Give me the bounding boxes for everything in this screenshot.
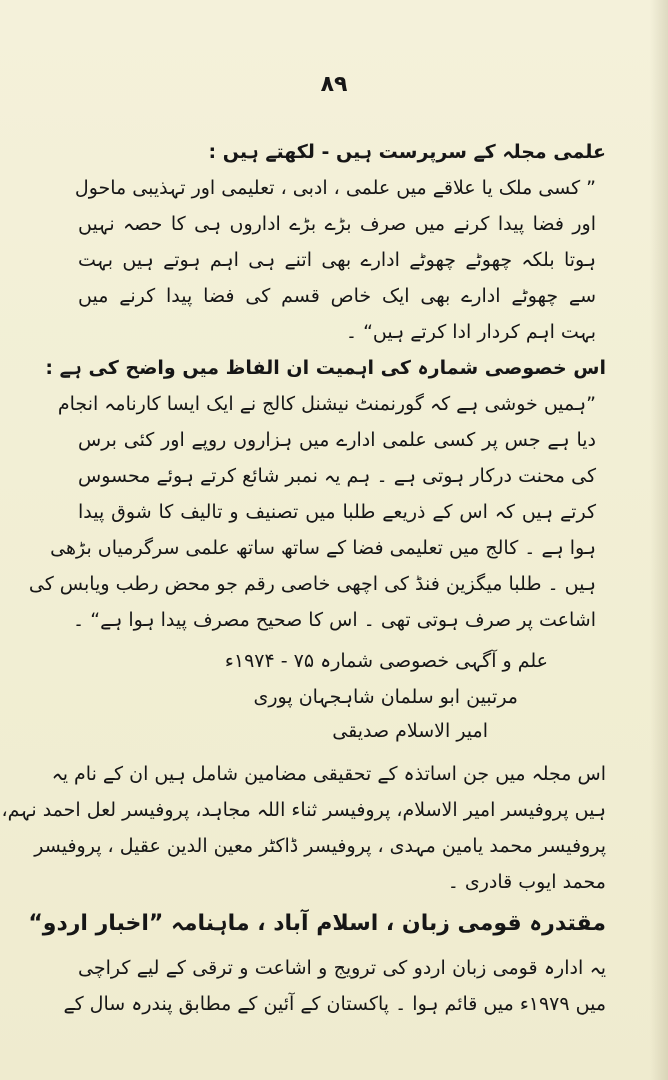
quote-line: ہوتا بلکہ چھوٹے چھوٹے ادارے بھی اتنے ہی اہم ہوتے ہیں بہت — [78, 249, 596, 271]
quote-line: اور فضا پیدا کرنے میں صرف بڑے بڑے اداروں ہی کا حصہ نہیں — [78, 213, 596, 235]
section-2 — [28, 350, 606, 638]
citation-editors-1: مرتبین ابو سلمان شاہجہان پوری — [253, 686, 518, 708]
quote-line: کی محنت درکار ہوتی ہے ۔ ہم یہ نمبر شائع کرتے ہوئے محسوس — [78, 465, 596, 487]
quote-line: ہیں ۔ طلبا میگزین فنڈ کی اچھی خاصی رقم جو محض رطب ویابس کی — [28, 573, 596, 595]
section-4 — [63, 950, 606, 1022]
page-edge-shadow — [650, 0, 668, 1080]
section-heading: مقتدرہ قومی زبان ، اسلام آباد ، ماہنامہ ”اخبار اردو“ — [28, 911, 606, 936]
quote-line: بہت اہم کردار ادا کرتے ہیں“ ۔ — [345, 321, 596, 343]
quote-line: ”ہمیں خوشی ہے کہ گورنمنٹ نیشنل کالج نے ایک ایسا کارنامہ انجام — [57, 393, 596, 415]
quote-line: ” کسی ملک یا علاقے میں علمی ، ادبی ، تعلیمی اور تہذیبی ماحول — [74, 177, 596, 199]
quote-line: دیا ہے جس پر کسی علمی ادارے میں ہزاروں روپے اور کئی برس — [78, 429, 596, 451]
paragraph-line: اس مجلہ میں جن اساتذہ کے تحقیقی مضامین شامل ہیں ان کے نام یہ — [51, 763, 606, 785]
section-2-intro: اس خصوصی شمارہ کی اہمیت ان الفاظ میں واضح کی ہے : — [45, 357, 606, 379]
paragraph-line: محمد ایوب قادری ۔ — [447, 871, 606, 893]
paragraph-line: پروفیسر محمد یامین مہدی ، پروفیسر ڈاکٹر معین الدین عقیل ، پروفیسر — [34, 835, 606, 857]
quote-line: سے چھوٹے ادارے بھی ایک خاص قسم کی فضا پیدا کرنے میں — [78, 285, 596, 307]
citation-title: علم و آگہی خصوصی شمارہ ۷۵ - ۱۹۷۴ء — [224, 650, 548, 672]
section-1-intro: علمی مجلہ کے سرپرست ہیں - لکھتے ہیں : — [208, 141, 606, 163]
paragraph-line: ہیں پروفیسر امیر الاسلام، پروفیسر ثناء اللہ مجاہد، پروفیسر لعل احمد نہم، — [1, 799, 606, 821]
page-number: ٨٩ — [320, 72, 348, 97]
quote-line: اشاعت پر صرف ہوتی تھی ۔ اس کا صحیح مصرف پیدا ہوا ہے“ ۔ — [73, 609, 596, 631]
section-1 — [74, 134, 606, 350]
paragraph-line: یہ ادارہ قومی زبان اردو کی ترویج و اشاعت و ترقی کے لیے کراچی — [78, 957, 606, 979]
paragraph-line: میں ۱۹۷۹ء میں قائم ہوا ۔ پاکستان کے آئین کے مطابق پندرہ سال کے — [63, 993, 606, 1015]
quote-line: ہوا ہے ۔ کالج میں تعلیمی فضا کے ساتھ ساتھ علمی سرگرمیاں بڑھی — [50, 537, 596, 559]
section-1-quote — [74, 170, 596, 350]
quote-line: کرتے ہیں کہ اس کے ذریعے طلبا میں تصنیف و تالیف کا شوق پیدا — [78, 501, 596, 523]
section-2-quote — [28, 386, 596, 638]
section-3 — [1, 756, 606, 900]
citation-editors-2: امیر الاسلام صدیقی — [332, 720, 488, 742]
